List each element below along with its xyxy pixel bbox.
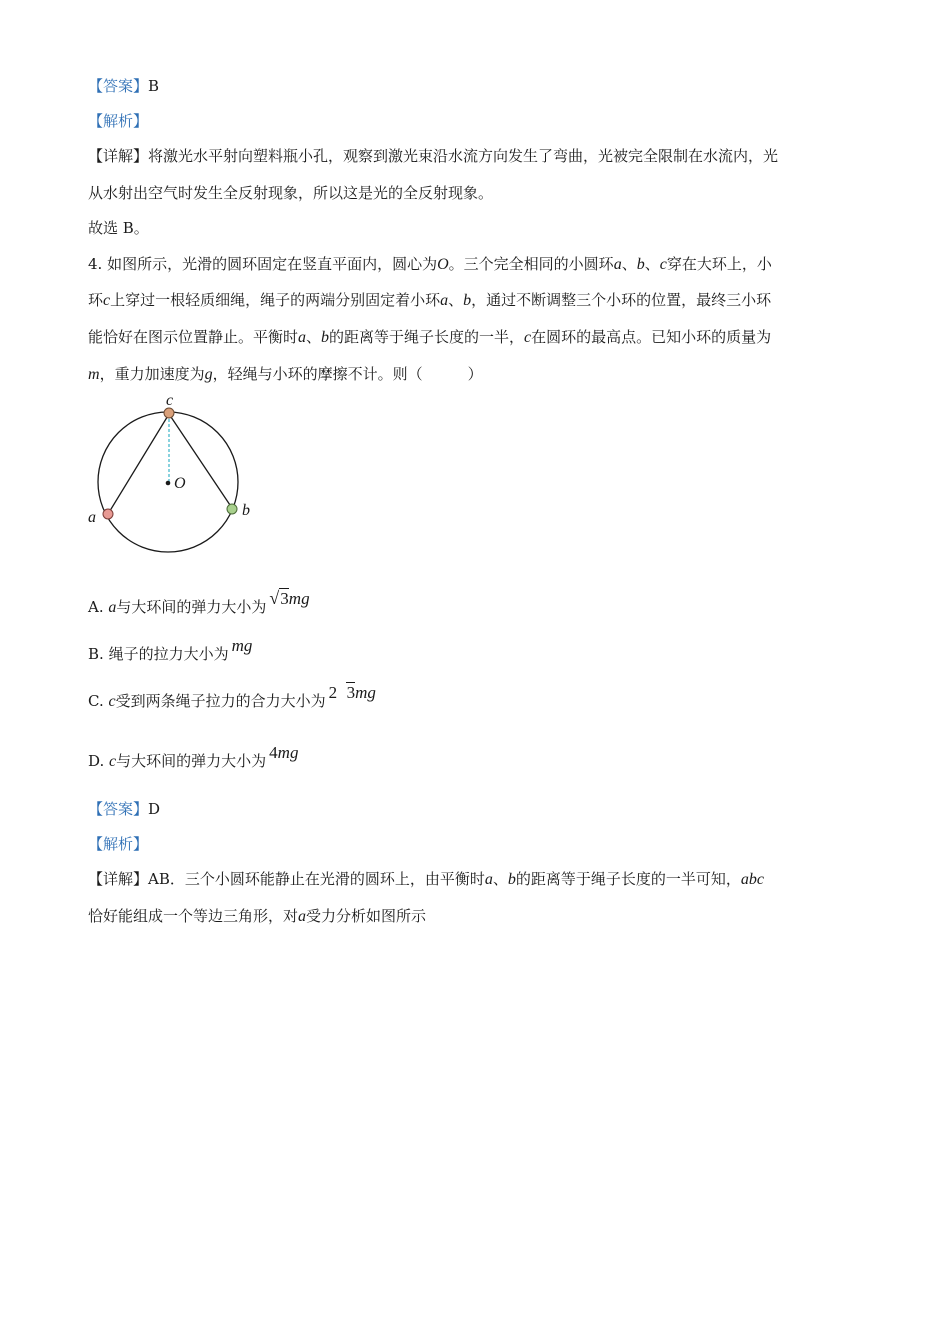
- option-c-math: [329, 683, 376, 702]
- ring-a: [103, 509, 113, 519]
- answer-label: 【答案】: [88, 77, 149, 95]
- option-c-prefix: C.: [88, 692, 104, 710]
- option-c-text: 受到两条绳子拉力的合力大小为: [115, 692, 326, 710]
- var-a: a: [298, 908, 307, 925]
- sep: 、: [492, 870, 508, 888]
- label-b: b: [242, 502, 250, 519]
- option-b-text: 绳子的拉力大小为: [108, 645, 229, 663]
- option-b: [88, 636, 253, 664]
- detail-label: 【详解】: [88, 147, 149, 165]
- var-b: b: [463, 292, 472, 309]
- math-tail: mg: [355, 683, 376, 702]
- var-a: a: [108, 599, 117, 616]
- label-a: a: [88, 509, 96, 526]
- math-coef: 2: [328, 683, 338, 702]
- answer-label: 【答案】: [88, 800, 149, 818]
- var-c: c: [659, 256, 667, 273]
- analysis-label: 【解析】: [88, 835, 149, 853]
- option-c: [88, 683, 376, 712]
- var-m: m: [88, 366, 100, 383]
- var-c: c: [109, 753, 117, 770]
- var-o: O: [437, 256, 449, 273]
- math-tail: mg: [277, 743, 299, 762]
- center-point: [166, 481, 171, 486]
- var-g: g: [204, 366, 213, 383]
- analysis-label: 【解析】: [88, 112, 149, 130]
- ring-c: [164, 408, 174, 418]
- option-a-math: [269, 589, 309, 608]
- circle-ring-figure: [84, 392, 254, 562]
- answer-value: D: [148, 800, 161, 818]
- option-a-prefix: A.: [88, 598, 104, 616]
- var-c: c: [524, 329, 532, 346]
- sep: 、: [621, 255, 637, 273]
- analysis-line: [88, 834, 148, 854]
- var-b: b: [636, 256, 645, 273]
- conclusion-text: 故选 B。: [88, 219, 149, 237]
- sqrt-sign: √3: [269, 588, 289, 608]
- option-d-text: 与大环间的弹力大小为: [116, 752, 267, 770]
- question-line-3: [88, 327, 771, 348]
- option-d-math: [269, 743, 298, 762]
- question-number: 4.: [88, 255, 103, 273]
- detail-text: 受力分析如图所示: [306, 907, 427, 925]
- prev-answer-line: [88, 76, 159, 96]
- question-text: 的距离等于绳子长度的一半，: [329, 328, 525, 346]
- sep: 、: [644, 255, 660, 273]
- rope-right: [169, 414, 232, 508]
- question-text: 环: [88, 291, 104, 309]
- question-text: 如图所示，光滑的圆环固定在竖直平面内，圆心为: [107, 255, 438, 273]
- detail-text-1: 将激光水平射向塑料瓶小孔，观察到激光束沿水流方向发生了弯曲，光被完全限制在水流内，光: [148, 147, 779, 165]
- math-num: 3: [280, 589, 289, 608]
- option-d: [88, 743, 299, 772]
- detail-line-2: [88, 906, 426, 927]
- detail-text: 的距离等于绳子长度的一半可知，: [515, 870, 741, 888]
- detail-text: AB．三个小圆环能静止在光滑的圆环上，由平衡时: [148, 870, 485, 888]
- math-coef: 4: [269, 743, 278, 762]
- detail-text-2: 从水射出空气时发生全反射现象，所以这是光的全反射现象。: [88, 184, 494, 202]
- question-text: 穿在大环上，小: [666, 255, 772, 273]
- var-c: c: [103, 292, 111, 309]
- question-text: 能恰好在图示位置静止。平衡时: [88, 328, 299, 346]
- var-c: c: [108, 693, 116, 710]
- prev-detail-line-1: [88, 146, 778, 166]
- var-a: a: [298, 329, 307, 346]
- math-tail: mg: [288, 589, 310, 608]
- sep: 、: [306, 328, 322, 346]
- detail-label: 【详解】: [88, 870, 149, 888]
- question-text: 在圆环的最高点。已知小环的质量为: [531, 328, 772, 346]
- label-o: O: [174, 475, 186, 492]
- rope-left: [108, 414, 169, 514]
- sqrt-sign: [346, 683, 356, 703]
- question-text: ，轻绳与小环的摩擦不计。则（ ）: [212, 365, 483, 383]
- prev-conclusion: [88, 218, 149, 238]
- var-a: a: [440, 292, 449, 309]
- var-a: a: [613, 256, 622, 273]
- question-text: 上穿过一根轻质细绳，绳子的两端分别固定着小环: [110, 291, 441, 309]
- var-b: b: [321, 329, 330, 346]
- detail-text: 恰好能组成一个等边三角形，对: [88, 907, 299, 925]
- question-text: ，通过不断调整三个小环的位置，最终三小环: [471, 291, 772, 309]
- option-d-prefix: D.: [88, 752, 105, 770]
- question-line-4: [88, 364, 483, 385]
- question-line-2: [88, 290, 771, 311]
- var-a: a: [484, 871, 493, 888]
- answer-line: [88, 799, 160, 819]
- answer-value: B: [148, 77, 160, 95]
- option-a: [88, 588, 310, 618]
- sep: 、: [448, 291, 464, 309]
- prev-detail-line-2: [88, 183, 493, 203]
- label-c: c: [166, 392, 174, 409]
- question-line-1: [88, 254, 772, 275]
- prev-analysis-line: [88, 111, 148, 131]
- option-b-math: mg: [231, 636, 253, 655]
- var-abc: abc: [740, 871, 765, 888]
- question-text: ，重力加速度为: [99, 365, 205, 383]
- var-b: b: [507, 871, 516, 888]
- option-a-text: 与大环间的弹力大小为: [116, 598, 267, 616]
- option-b-prefix: B.: [88, 645, 104, 663]
- ring-b: [227, 504, 237, 514]
- detail-line-1: [88, 869, 764, 890]
- question-text: 。三个完全相同的小圆环: [448, 255, 614, 273]
- math-num: 3: [346, 683, 356, 702]
